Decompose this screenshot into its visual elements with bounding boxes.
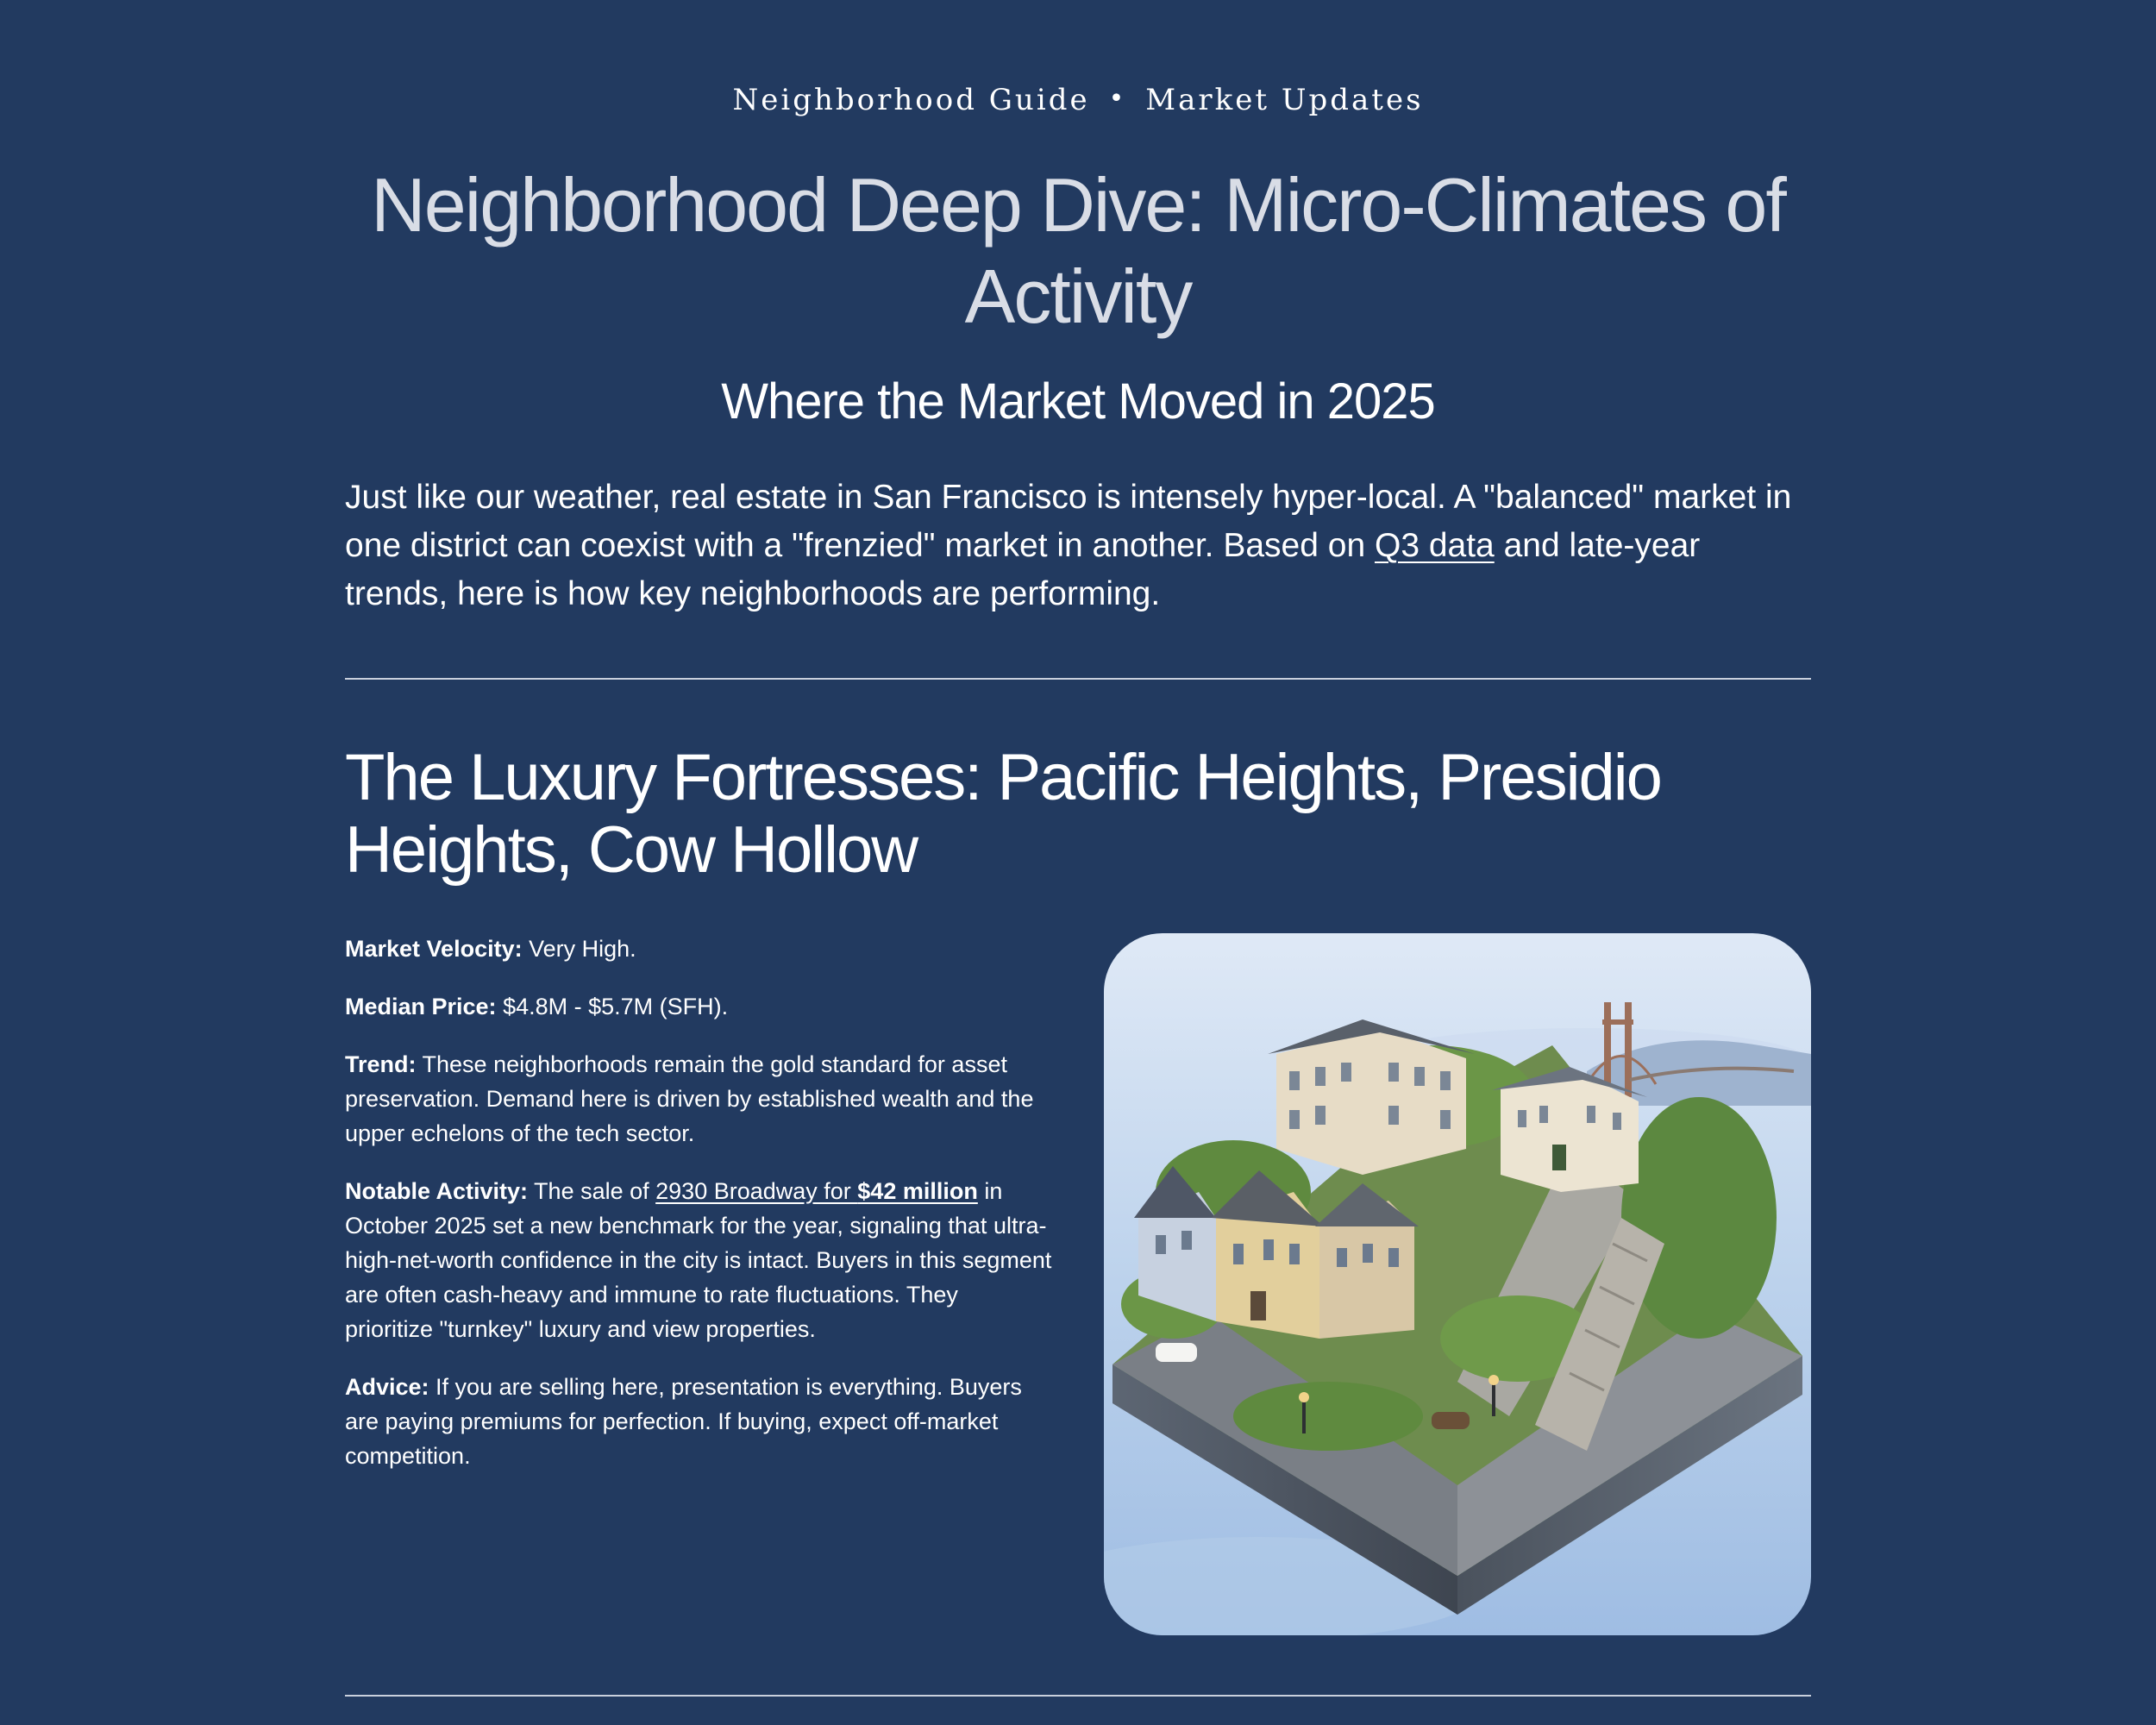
median-price-label: Median Price: xyxy=(345,994,497,1019)
page-subtitle: Where the Market Moved in 2025 xyxy=(721,373,1435,430)
notable-activity-text: in October 2025 set a new benchmark for the year, signaling that ultra-high-net-worth confidence in the city is intact. Buyers in this segment are often cash-heavy and immune to rate fluctuations. They prioritize "turnkey" luxury and view properties. xyxy=(345,1178,1052,1342)
notable-activity-label: Notable Activity: xyxy=(345,1178,529,1204)
breadcrumb-separator: • xyxy=(1108,84,1127,114)
intro-text-end: and late-year trends, here is how key neighborhoods are performing. xyxy=(345,527,1701,612)
market-velocity-value: Very High. xyxy=(522,936,636,962)
breadcrumb xyxy=(345,83,1811,117)
neighborhood-illustration xyxy=(1104,933,1811,1635)
notable-activity xyxy=(345,1174,1052,1346)
section-divider-top xyxy=(345,678,1811,680)
page-title: Neighborhood Deep Dive: Micro-Climates of Activity xyxy=(371,162,1785,339)
intro-paragraph xyxy=(345,474,1811,618)
trend xyxy=(345,1047,1052,1151)
broadway-sale-price: $42 million xyxy=(857,1178,978,1204)
broadway-sale-link-text: 2930 Broadway for xyxy=(655,1178,858,1204)
median-price xyxy=(345,989,1052,1024)
trend-label: Trend: xyxy=(345,1051,417,1077)
advice xyxy=(345,1370,1052,1473)
market-velocity-label: Market Velocity: xyxy=(345,936,523,962)
intro-text-start: Just like our weather, real estate in San Francisco is intensely hyper-local. A "balanced" market in one district can coexist with a "frenzied" market in another. Based on xyxy=(345,479,1792,564)
breadcrumb-neighborhood-guide[interactable]: Neighborhood Guide xyxy=(732,83,1090,117)
section-divider-bottom xyxy=(345,1695,1811,1697)
market-velocity xyxy=(345,932,1052,966)
q3-data-link[interactable]: Q3 data xyxy=(1374,527,1495,564)
median-price-value: $4.8M - $5.7M (SFH). xyxy=(496,994,729,1019)
advice-label: Advice: xyxy=(345,1374,429,1400)
section-title: The Luxury Fortresses: Pacific Heights, Presidio Heights, Cow Hollow xyxy=(345,741,1661,887)
advice-value: If you are selling here, presentation is everything. Buyers are paying premiums for perfection. If buying, expect off-market competition. xyxy=(345,1374,1022,1469)
trend-value: These neighborhoods remain the gold standard for asset preservation. Demand here is driven by established wealth and the upper echelons of the tech sector. xyxy=(345,1051,1034,1146)
breadcrumb-market-updates[interactable]: Market Updates xyxy=(1145,83,1424,117)
broadway-sale-link[interactable] xyxy=(655,1178,978,1204)
section-details xyxy=(345,932,1052,1496)
notable-activity-intro: The sale of xyxy=(528,1178,656,1204)
